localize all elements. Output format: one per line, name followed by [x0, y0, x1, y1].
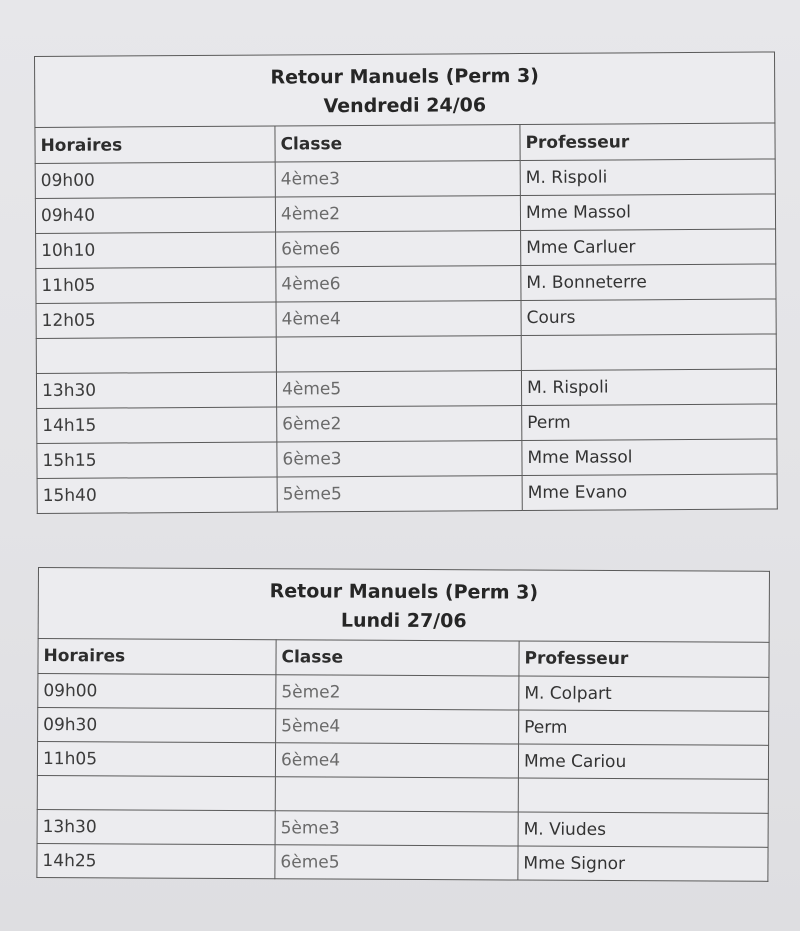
class-cell: 6ème4: [275, 743, 518, 778]
class-cell: [275, 777, 518, 812]
class-cell: 6ème5: [275, 845, 518, 880]
column-header-teacher: Professeur: [520, 123, 775, 161]
time-cell: 11h05: [36, 267, 276, 303]
column-header-class: Classe: [276, 640, 519, 676]
schedule-table-monday: [36, 567, 770, 882]
schedule-title: Retour Manuels (Perm 3): [269, 580, 539, 604]
teacher-cell: M. Rispoli: [520, 159, 775, 196]
class-cell: 5ème3: [275, 811, 518, 846]
class-cell: 6ème3: [277, 441, 522, 477]
teacher-cell: [521, 334, 776, 371]
class-cell: 6ème6: [276, 231, 521, 267]
teacher-cell: Perm: [522, 404, 777, 441]
table-row: [36, 264, 776, 304]
table-row-empty: [36, 334, 776, 374]
column-header-class: Classe: [275, 125, 520, 162]
time-cell: 14h15: [37, 407, 277, 443]
time-cell: 10h10: [36, 232, 276, 268]
schedule-title-cell: [35, 52, 775, 128]
teacher-cell: Mme Cariou: [518, 744, 768, 779]
time-cell: 09h00: [38, 674, 276, 709]
class-cell: 6ème2: [277, 406, 522, 442]
table-row: [38, 674, 769, 712]
table-row: [38, 708, 769, 746]
table-row: [37, 742, 768, 780]
class-cell: [276, 336, 521, 372]
class-cell: 4ème3: [275, 161, 520, 197]
schedule-table-friday: [34, 51, 778, 514]
time-cell: 14h25: [37, 843, 275, 878]
time-cell: 09h40: [35, 197, 275, 233]
schedule-title: Retour Manuels (Perm 3): [270, 64, 539, 89]
table-row: [35, 194, 775, 234]
table-row: [37, 439, 777, 479]
table-row: [37, 843, 768, 881]
column-header-time: Horaires: [38, 639, 276, 675]
table-row: [36, 299, 776, 339]
class-cell: 5ème2: [276, 675, 519, 710]
table-row: [36, 369, 776, 409]
teacher-cell: Cours: [521, 299, 776, 336]
teacher-cell: Mme Massol: [522, 439, 777, 476]
teacher-cell: Mme Signor: [518, 846, 768, 881]
time-cell: 15h40: [37, 477, 277, 513]
time-cell: 09h00: [35, 162, 275, 198]
teacher-cell: M. Bonneterre: [521, 264, 776, 301]
teacher-cell: Mme Carluer: [521, 229, 776, 266]
schedule-title-cell: [38, 568, 769, 643]
class-cell: 4ème6: [276, 266, 521, 302]
time-cell: 11h05: [37, 742, 275, 777]
teacher-cell: M. Viudes: [518, 812, 768, 847]
class-cell: 5ème4: [276, 709, 519, 744]
class-cell: 4ème5: [276, 371, 521, 407]
class-cell: 4ème4: [276, 301, 521, 337]
column-header-teacher: Professeur: [519, 641, 769, 677]
column-header-time: Horaires: [35, 126, 275, 163]
teacher-cell: Perm: [519, 710, 769, 745]
time-cell: [37, 775, 275, 810]
time-cell: [36, 337, 276, 373]
time-cell: 13h30: [37, 809, 275, 844]
table-row: [37, 809, 768, 847]
time-cell: 15h15: [37, 442, 277, 478]
teacher-cell: Mme Massol: [520, 194, 775, 231]
teacher-cell: M. Rispoli: [521, 369, 776, 406]
class-cell: 4ème2: [275, 196, 520, 232]
time-cell: 12h05: [36, 302, 276, 338]
time-cell: 09h30: [38, 708, 276, 743]
schedule-date: Vendredi 24/06: [323, 94, 487, 118]
table-row-empty: [37, 775, 768, 813]
teacher-cell: M. Colpart: [519, 676, 769, 711]
table-row: [35, 159, 775, 199]
teacher-cell: [518, 778, 768, 813]
time-cell: 13h30: [36, 372, 276, 408]
table-row: [36, 229, 776, 269]
schedule-date: Lundi 27/06: [340, 609, 467, 633]
table-row: [37, 404, 777, 444]
table-row: [37, 474, 777, 514]
class-cell: 5ème5: [277, 476, 522, 512]
teacher-cell: Mme Evano: [522, 474, 777, 511]
